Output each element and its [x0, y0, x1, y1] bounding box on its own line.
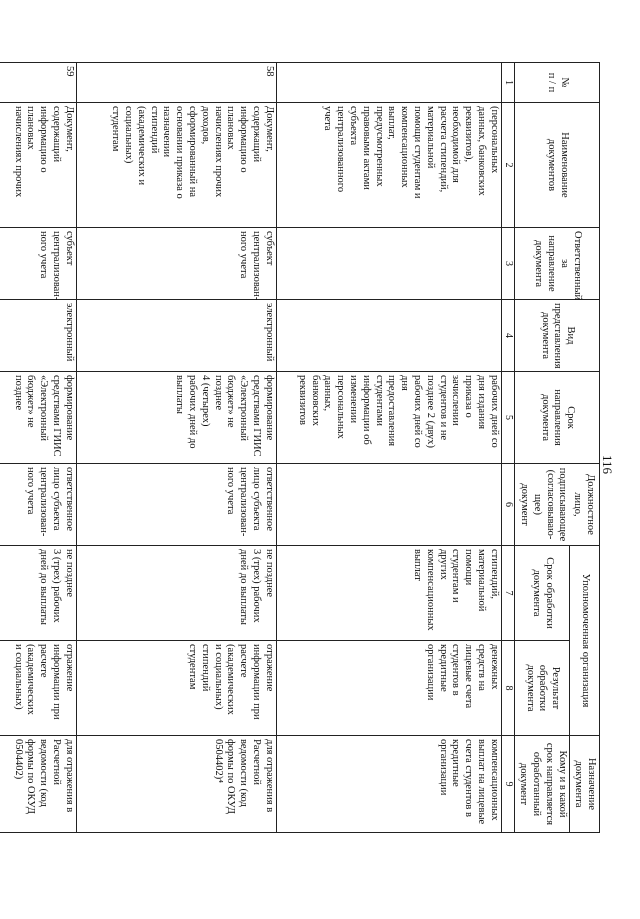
page-number: 116	[600, 455, 615, 475]
table-row	[276, 63, 501, 833]
cell-no: 59	[0, 63, 76, 103]
cell-deadline: рабочих дней со дня издания приказа о зачислении студентов и не позднее 2 (двух) рабочих дней со дня предоставления студентами информации об изменении персональных данных, банковских реквизитов	[276, 372, 501, 464]
cell-name: (персональных данных, банковских реквизитов), необходимой для расчета стипендий, материальной помощи студентам и компенсационных выплат, предусмотренных правовыми актами субъекта централизованного учета	[276, 103, 501, 228]
table-body	[0, 63, 501, 833]
table-row	[0, 63, 76, 833]
table-row	[76, 63, 276, 833]
column-number: 9	[501, 736, 514, 833]
header-org-result: Результат обработки документа	[515, 641, 570, 736]
cell-org-term: не позднее 3 (трех) рабочих дней до выплаты	[0, 546, 76, 641]
document-table	[0, 62, 600, 833]
header-purpose-group: Назначение документа	[570, 736, 600, 833]
cell-org-term: стипендий, материальной помощи студентам и других компенсационных выплат	[276, 546, 501, 641]
cell-no: 58	[76, 63, 276, 103]
header-deadline: Срок направления документа	[515, 372, 600, 464]
cell-responsible: субъект централизован- ного учета	[0, 228, 76, 300]
header-form: Вид представления документа	[515, 300, 600, 372]
header-name: Наименование документов	[515, 103, 600, 228]
cell-purpose: для отражения в Расчетной ведомости (код формы по ОКУД 0504402)⁴	[76, 736, 276, 833]
cell-org-result: отражение информации при расчете (академических и социальных)	[0, 641, 76, 736]
column-number: 4	[501, 300, 514, 372]
column-number: 5	[501, 372, 514, 464]
cell-responsible: субъект централизован- ного учета	[76, 228, 276, 300]
column-number: 6	[501, 464, 514, 546]
rotated-table-container	[12, 62, 600, 832]
cell-org-result: отражение информации при расчете (академических и социальных) стипендий студентам	[76, 641, 276, 736]
header-org-group: Уполномоченная организация	[570, 546, 600, 736]
cell-official: ответственное лицо субъекта централизован- ного учета	[0, 464, 76, 546]
cell-purpose: для отражения в Расчетной ведомости (код формы по ОКУД 0504402)	[0, 736, 76, 833]
cell-form: электронный	[0, 300, 76, 372]
header-official-group: Должностное лицо,	[570, 464, 600, 546]
header-official: подписывающее (согласовываю- щее) документ	[515, 464, 570, 546]
cell-form: электронный	[76, 300, 276, 372]
column-number-row	[501, 63, 514, 833]
cell-official: ответственное лицо субъекта централизован- ного учета	[76, 464, 276, 546]
cell-org-term: не позднее 3 (трех) рабочих дней до выплаты	[76, 546, 276, 641]
column-number: 1	[501, 63, 514, 103]
column-number: 3	[501, 228, 514, 300]
column-number: 7	[501, 546, 514, 641]
header-responsible: Ответственный за направление документа	[515, 228, 600, 300]
column-number: 2	[501, 103, 514, 228]
cell-no	[276, 63, 501, 103]
column-number: 8	[501, 641, 514, 736]
cell-org-result: денежных средств на лицевые счета студентов в кредитные организации	[276, 641, 501, 736]
cell-name: Документ, содержащий информацию о плановых начислениях прочих доходов, сформированный на основании приказа о назначении стипендий (академических и социальных) студентам	[76, 103, 276, 228]
header-org-term: Срок обработки документа	[515, 546, 570, 641]
cell-deadline: формирование средствами ГИИС «Электронный бюджет» не позднее	[0, 372, 76, 464]
cell-purpose: компенсационных выплат на лицевые счета студентов в кредитные организации	[276, 736, 501, 833]
cell-form	[276, 300, 501, 372]
cell-official	[276, 464, 501, 546]
cell-name: Документ, содержащий информацию о плановых начислениях прочих	[0, 103, 76, 228]
header-no: № п / п	[515, 63, 600, 103]
cell-responsible	[276, 228, 501, 300]
header-purpose: Кому и в какой срок направляется обработанный документ	[515, 736, 570, 833]
cell-deadline: формирование средствами ГИИС «Электронный бюджет» не позднее 4 (четырех) рабочих дней до выплаты	[76, 372, 276, 464]
